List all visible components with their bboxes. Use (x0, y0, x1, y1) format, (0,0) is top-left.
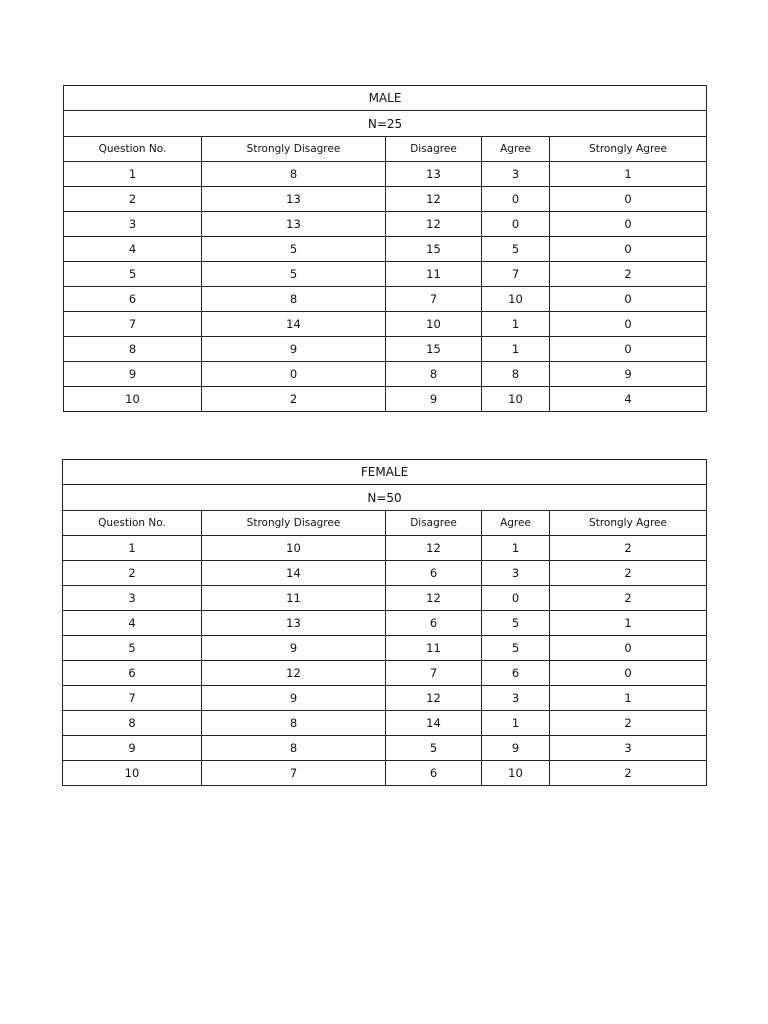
table-cell: 3 (482, 686, 550, 711)
column-header: Strongly Disagree (202, 137, 386, 162)
table-cell: 4 (550, 387, 707, 412)
table-cell: 1 (482, 711, 550, 736)
sample-size-label: N=50 (63, 485, 707, 511)
table-cell: 2 (550, 586, 707, 611)
table-cell: 7 (482, 262, 550, 287)
table-row (63, 536, 707, 561)
table-cell: 10 (63, 761, 202, 786)
table-row (63, 611, 707, 636)
table-title: FEMALE (63, 460, 707, 485)
table-cell: 0 (550, 337, 707, 362)
table-row (63, 761, 707, 786)
table-cell: 10 (482, 387, 550, 412)
table-row (63, 661, 707, 686)
table-cell: 8 (63, 711, 202, 736)
table-cell: 13 (202, 611, 386, 636)
column-header: Strongly Agree (550, 511, 707, 536)
table-row (64, 212, 707, 237)
table-cell: 12 (386, 187, 482, 212)
table-cell: 1 (482, 312, 550, 337)
table-cell: 8 (202, 162, 386, 187)
table-cell: 6 (63, 661, 202, 686)
table-cell: 14 (386, 711, 482, 736)
table-cell: 9 (386, 387, 482, 412)
table-cell: 2 (550, 536, 707, 561)
table-cell: 1 (482, 337, 550, 362)
table-cell: 5 (202, 237, 386, 262)
table-title: MALE (64, 86, 707, 111)
table-cell: 3 (550, 736, 707, 761)
table-cell: 15 (386, 237, 482, 262)
table-cell: 12 (386, 586, 482, 611)
table-cell: 8 (202, 711, 386, 736)
table-row (64, 262, 707, 287)
female-table (62, 459, 707, 786)
table-cell: 12 (386, 212, 482, 237)
column-header: Strongly Disagree (202, 511, 386, 536)
header-row (64, 137, 707, 162)
table-cell: 12 (386, 536, 482, 561)
column-header: Strongly Agree (550, 137, 707, 162)
table-row (64, 312, 707, 337)
table-cell: 8 (202, 287, 386, 312)
table-cell: 2 (550, 262, 707, 287)
table-cell: 9 (202, 686, 386, 711)
table-cell: 10 (482, 761, 550, 786)
table-cell: 10 (202, 536, 386, 561)
table-row (63, 686, 707, 711)
table-row (64, 337, 707, 362)
table-cell: 0 (202, 362, 386, 387)
table-cell: 2 (550, 561, 707, 586)
table-cell: 9 (202, 636, 386, 661)
table-cell: 14 (202, 312, 386, 337)
table-row (63, 636, 707, 661)
table-cell: 5 (386, 736, 482, 761)
male-table (63, 85, 707, 412)
table-cell: 13 (202, 212, 386, 237)
table-cell: 1 (63, 536, 202, 561)
table-cell: 13 (202, 187, 386, 212)
table-cell: 4 (63, 611, 202, 636)
table-cell: 9 (63, 736, 202, 761)
column-header: Disagree (386, 511, 482, 536)
table-cell: 9 (482, 736, 550, 761)
table-cell: 1 (550, 611, 707, 636)
table-row (63, 586, 707, 611)
table-cell: 3 (64, 212, 202, 237)
table-cell: 7 (63, 686, 202, 711)
column-header: Agree (482, 137, 550, 162)
table-cell: 1 (550, 162, 707, 187)
table-row (64, 237, 707, 262)
table-row (64, 187, 707, 212)
column-header: Question No. (64, 137, 202, 162)
table-cell: 1 (482, 536, 550, 561)
column-header: Question No. (63, 511, 202, 536)
table-cell: 0 (550, 287, 707, 312)
table-cell: 0 (482, 586, 550, 611)
table-cell: 8 (386, 362, 482, 387)
table-cell: 7 (64, 312, 202, 337)
table-row (64, 162, 707, 187)
table-cell: 4 (64, 237, 202, 262)
table-cell: 0 (550, 212, 707, 237)
table-cell: 2 (63, 561, 202, 586)
table-cell: 0 (482, 212, 550, 237)
table-cell: 6 (386, 561, 482, 586)
table-cell: 14 (202, 561, 386, 586)
table-cell: 2 (202, 387, 386, 412)
table-cell: 8 (64, 337, 202, 362)
table-cell: 0 (550, 187, 707, 212)
table-cell: 7 (202, 761, 386, 786)
table-cell: 7 (386, 661, 482, 686)
table-cell: 5 (482, 636, 550, 661)
table-cell: 3 (482, 561, 550, 586)
table-cell: 9 (64, 362, 202, 387)
table-cell: 7 (386, 287, 482, 312)
table-cell: 15 (386, 337, 482, 362)
table-row (63, 711, 707, 736)
table-cell: 2 (550, 761, 707, 786)
column-header: Disagree (386, 137, 482, 162)
table-cell: 6 (482, 661, 550, 686)
table-cell: 9 (202, 337, 386, 362)
table-cell: 10 (64, 387, 202, 412)
table-cell: 0 (550, 312, 707, 337)
table-cell: 2 (550, 711, 707, 736)
table-cell: 8 (482, 362, 550, 387)
table-cell: 2 (64, 187, 202, 212)
table-cell: 3 (63, 586, 202, 611)
header-row (63, 511, 707, 536)
table-cell: 10 (482, 287, 550, 312)
table-cell: 9 (550, 362, 707, 387)
table-cell: 3 (482, 162, 550, 187)
table-cell: 6 (64, 287, 202, 312)
table-cell: 11 (202, 586, 386, 611)
table-row (63, 561, 707, 586)
table-cell: 0 (550, 237, 707, 262)
table-cell: 0 (550, 636, 707, 661)
table-cell: 12 (386, 686, 482, 711)
table-cell: 6 (386, 611, 482, 636)
table-cell: 11 (386, 636, 482, 661)
table-cell: 5 (63, 636, 202, 661)
table-cell: 5 (482, 237, 550, 262)
column-header: Agree (482, 511, 550, 536)
table-cell: 6 (386, 761, 482, 786)
table-row (64, 362, 707, 387)
table-row (64, 287, 707, 312)
table-cell: 12 (202, 661, 386, 686)
table-cell: 5 (202, 262, 386, 287)
table-row (63, 736, 707, 761)
table-row (64, 387, 707, 412)
table-cell: 0 (482, 187, 550, 212)
table-cell: 1 (550, 686, 707, 711)
table-cell: 5 (482, 611, 550, 636)
table-cell: 0 (550, 661, 707, 686)
table-cell: 1 (64, 162, 202, 187)
table-cell: 10 (386, 312, 482, 337)
table-cell: 8 (202, 736, 386, 761)
table-cell: 11 (386, 262, 482, 287)
table-cell: 5 (64, 262, 202, 287)
table-cell: 13 (386, 162, 482, 187)
sample-size-label: N=25 (64, 111, 707, 137)
